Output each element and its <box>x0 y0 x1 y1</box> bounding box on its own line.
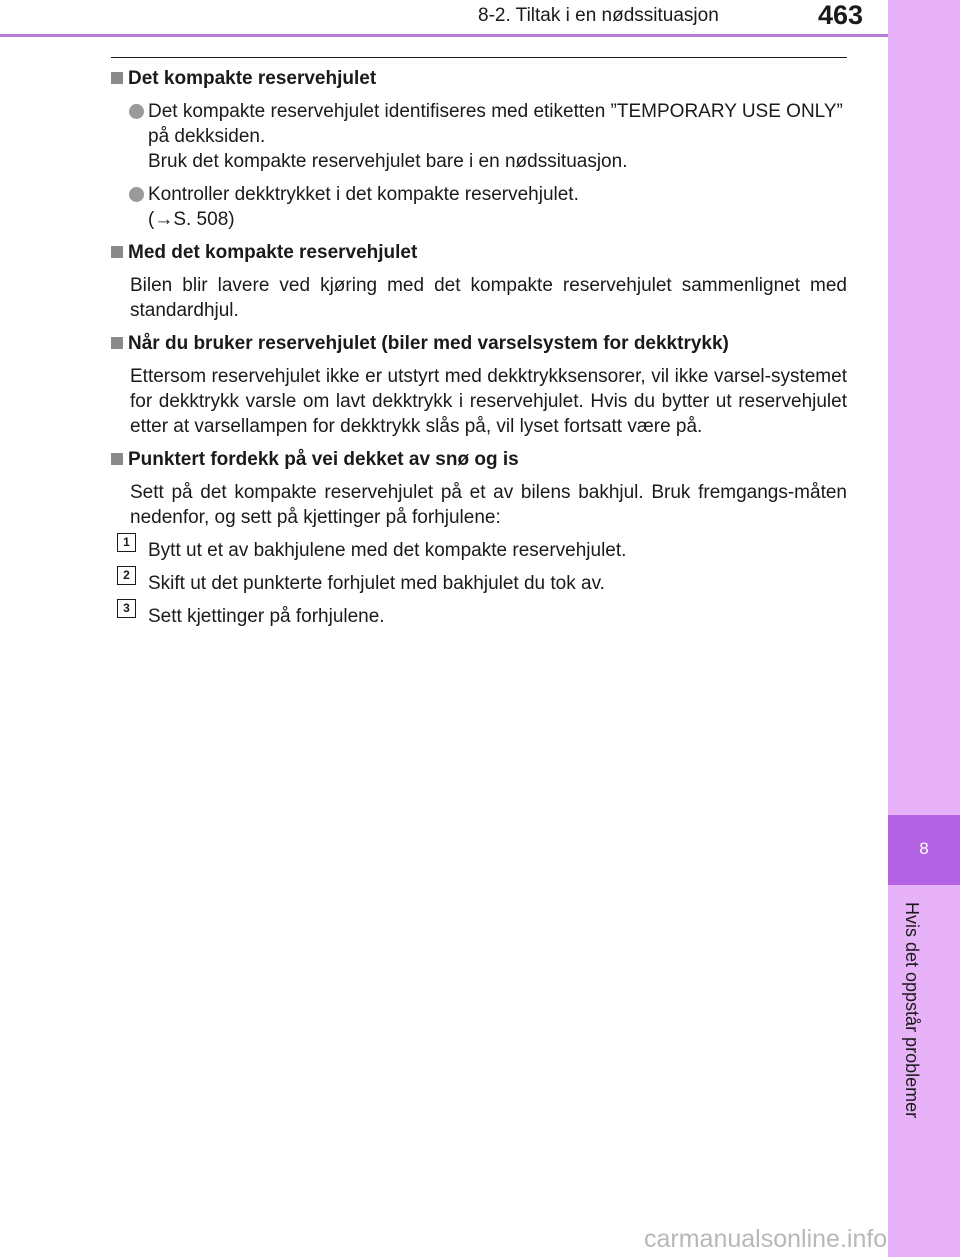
circle-bullet-icon <box>129 187 144 202</box>
step-number: 2 <box>117 566 136 585</box>
page-number: 463 <box>818 0 864 30</box>
square-bullet-icon <box>111 72 123 84</box>
step-text: Bytt ut et av bakhjulene med det kompakte reservehjulet. <box>148 540 627 561</box>
section-heading: Punktert fordekk på vei dekket av snø og is <box>111 447 847 472</box>
bullet-item <box>111 182 847 232</box>
section-heading: Det kompakte reservehjulet <box>111 66 847 91</box>
content-rule <box>111 57 847 58</box>
paragraph: Ettersom reservehjulet ikke er utstyrt med dekktrykksensorer, vil ikke varsel-systemet for dekktrykk varsle om lavt dekktrykk i reservehjulet. Hvis du bytter ut reservehjulet etter at varsellampen for dekktrykk slås på, vil lyset fortsatt være på. <box>130 366 847 437</box>
section-heading: Med det kompakte reservehjulet <box>111 240 847 265</box>
square-bullet-icon <box>111 337 123 349</box>
step-item <box>111 568 847 596</box>
bullet-text: Kontroller dekktrykket i det kompakte reservehjulet. <box>148 184 579 205</box>
watermark: carmanualsonline.info <box>644 1225 888 1253</box>
paragraph: Sett på det kompakte reservehjulet på et av bilens bakhjul. Bruk fremgangs-måten nedenfor, og sett på kjettinger på forhjulene: <box>130 482 847 528</box>
header-rule <box>0 34 888 37</box>
step-number: 3 <box>117 599 136 618</box>
chapter-number: 8 <box>919 839 929 858</box>
paragraph: Bilen blir lavere ved kjøring med det kompakte reservehjulet sammenlignet med standardhjul. <box>130 275 847 321</box>
bullet-item <box>111 99 847 174</box>
page-reference-link[interactable]: (→S. 508) <box>148 209 235 230</box>
section-title: 8-2. Tiltak i en nødssituasjon <box>478 5 719 26</box>
step-number: 1 <box>117 533 136 552</box>
chapter-title: Hvis det oppstår problemer <box>902 902 922 1119</box>
step-text: Skift ut det punkterte forhjulet med bakhjulet du tok av. <box>148 573 605 594</box>
bullet-text: Bruk det kompakte reservehjulet bare i en nødssituasjon. <box>148 151 628 172</box>
circle-bullet-icon <box>129 104 144 119</box>
bullet-text: Det kompakte reservehjulet identifiseres med etiketten ”TEMPORARY USE ONLY” på dekksiden. <box>148 101 843 147</box>
chapter-tab <box>888 815 960 885</box>
step-item <box>111 535 847 563</box>
step-text: Sett kjettinger på forhjulene. <box>148 606 385 627</box>
section-heading: Når du bruker reservehjulet (biler med varselsystem for dekktrykk) <box>111 331 847 356</box>
page-body <box>111 66 847 637</box>
square-bullet-icon <box>111 246 123 258</box>
step-item <box>111 601 847 629</box>
square-bullet-icon <box>111 453 123 465</box>
